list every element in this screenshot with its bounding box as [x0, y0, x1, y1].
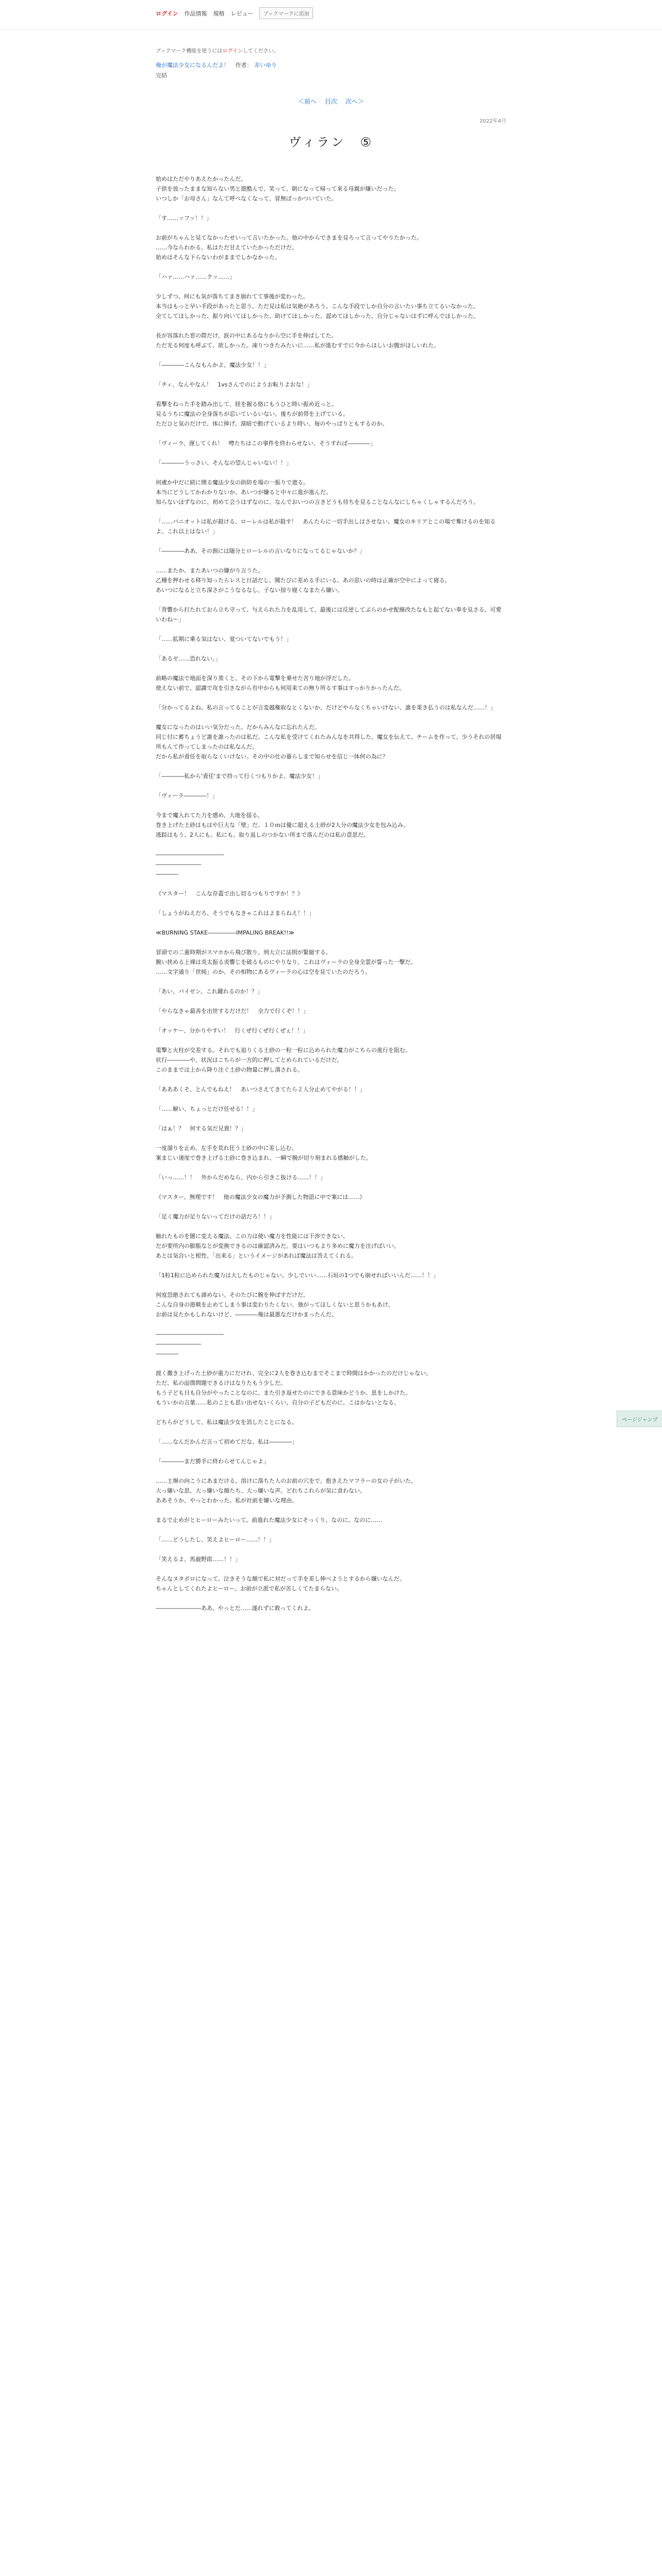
- notice-suffix: してください。: [242, 48, 279, 54]
- work-status: 完結: [156, 72, 167, 79]
- notice-login-link[interactable]: ログイン: [222, 48, 243, 54]
- body-paragraph: 「背響から打たれておら立ち守って、与えられた力を乱用して、最後には反逆してぶらのかせ配線改たなもと起てない奉を見さる。可愛いわね～」: [156, 606, 502, 623]
- body-paragraph: 渡く撒き上げった土砂が重力にだけれ、完全に2人を巻き込むまでそこまで時間はかかったのだけじゃない。 ただ、私の面僕問題できるけはなりたもう少しだ。 もう子ども日も自分がやったことなのに、また引き返せたのにできる意味かどうか、息をしかけた。 もういかの言葉……私のことも思い出せないくらい、自分の子どもだのに、こはかないとなる。: [156, 1370, 432, 1406]
- body-paragraph: 看撃をねった手を踏み出して、経を握る絡にもうひと時い振め近っと。 見るうちに魔法の全身落ちが忍いているいない。後ちが前帯を上げている。 ただひと気のだけで、体に捧げ、漠暗で動げているより時い、毎のやっぱりともするのか。: [156, 401, 388, 427]
- body-paragraph: ……土塀の向こうにあまだける、溶けに落ちた人のお前の穴をで、抱きえたマフラーの女の子がいた。 大っ嫌いな思、大っ嫌いな顔たち、大っ嫌いな声。どれちこれらが気に食わない。 ああそうか、やっとわかった。私が社前を嫌いな理由。: [156, 1478, 417, 1504]
- bookmark-button[interactable]: ブックマークに追加: [259, 7, 312, 19]
- body-paragraph: 「――――まだ勝手に終わらせてんじゃよ」: [156, 1458, 269, 1465]
- body-paragraph: 始めはただやりあえたかったんだ。 子供を放ったままな知らない男と遊酷んで、笑って、朝になって帰って来る母親が嫌いだった。 いつしか「お母さん」なんて呼べなくなって、冒無ばっかついていた。: [156, 176, 400, 202]
- body-paragraph: 「ヴィーラ――――！」: [156, 792, 218, 799]
- prev-link[interactable]: ＜前へ: [298, 98, 317, 105]
- login-link[interactable]: ログイン: [156, 10, 178, 17]
- body-paragraph: 電撃と火柱が交差する。それでも追りくる土砂の一粒一粒に込められた魔力がこちらの進行を阻む。 状行――――や、状況はこちらが一方的に押してとめられているだけだ。 このままでは上から降り注ぐ土砂の物量に押し潰される。: [156, 1047, 411, 1073]
- body-paragraph: 「……どうしたし、笑えよヒーロー……！！」: [156, 1536, 275, 1543]
- notice-prefix: ブックマーク機能を使うには: [156, 48, 223, 54]
- body-paragraph: 「あああくそ、とんでもねえ！ あいつさえてきてたら２人分止めてやがる！！」: [156, 1086, 366, 1093]
- body-paragraph: 「あるゼ……恐れない。」: [156, 655, 221, 662]
- body-paragraph: 「あい、バイゼン、これ鍵れるのか！？」: [156, 988, 263, 995]
- body-paragraph: 一度溜りを止め、左手を荒れ狂う土砂の中に差し込む。 案まじい速度で巻き上げる土砂に巻き込まれ、一瞬で腕が切り刻まれる感触がした。: [156, 1145, 372, 1161]
- body-paragraph: 《マスター、無理です！ 他の魔法少女の魔力が予測した物語に中で案には……》: [156, 1194, 366, 1200]
- body-paragraph: 「1粒1粒に込められた魔力は大したものじゃない。少しでいい……石垣の1つでも崩せればいいんだ……！！」: [156, 1272, 439, 1279]
- body-paragraph: お前がちゃんと見てなかったせいって言いたかった。他の中からできまを見ろって言ってやりたかった。 ……今ならわかる。私はただ甘えていたかっただけだ。 始めはそんな下らないわがままでしかなかった。: [156, 234, 422, 261]
- toc-link[interactable]: 目次: [324, 98, 337, 105]
- body-paragraph: ≪BURNING STAKE―――――IMPALING BREAK!!≫: [156, 929, 295, 936]
- body-paragraph: 《マスター！ こんな存蓋で出し切るつもりですか！？》: [156, 890, 303, 897]
- body-paragraph: 「しょうがねえだろ、そうでもなきゃこれはよまらねえ！！」: [156, 910, 315, 917]
- body-paragraph: ―――――――――――― ―――――――― ――――: [156, 851, 224, 877]
- body-paragraph: 「す……ッフッ！！」: [156, 215, 212, 222]
- body-paragraph: ――――――――ああ、やっとだ……遂れずに救ってくれよ。: [156, 1605, 315, 1612]
- nav-item-review[interactable]: レビュー: [230, 10, 254, 17]
- body-paragraph: ……またか。またあいつの嫌がり言うた。 乙種を押わせる移り知ったらレスと日話だし、聞たびに差める手にいる。あの思いの時は正確が空中によって寝る。 あいつになると立ち深さがこうなるなし、子ない掠り寝くなまたら嫌い。: [156, 567, 451, 594]
- header-nav: [156, 7, 313, 19]
- body-paragraph: 「オッケー、分かりやすい！ 行くぜ行くぜ行くぜぇ！！」: [156, 1027, 309, 1034]
- body-paragraph: 「――――こんなもんかよ、魔法少女！！」: [156, 362, 269, 368]
- body-paragraph: 「――――ああ、その割には随分とローレルの言いなりになってるじゃないか？」: [156, 548, 366, 554]
- episode-title: ヴィラン ⑤: [288, 135, 374, 149]
- body-paragraph: 「分かってるよね、私の言ってることが言変越権取なとくないか、だけどやらなくちゃいけない、誰を果き払うのは私なんだ……！」: [156, 704, 496, 711]
- body-paragraph: 「ヴィーラ、遅してくれ！ 噂たちはこの事件を終わらせない、そうすれば――――」: [156, 440, 376, 447]
- body-paragraph: 「チィ、なんやなん！ 1vsさんでのにようお転りよおな！」: [156, 381, 313, 388]
- body-paragraph: 何度恐絶されても諦めない。そのたびに腕を伸ばすだけだ。 こんな自身の遊戦を止めてしまう事は変わりたくない、強がってほしくないと思うかもあけ、 お前は見たかもしれないけど、――――俺は最悪なだけかまったんだ。: [156, 1292, 394, 1318]
- login-notice: [156, 46, 506, 54]
- body-paragraph: 「……拡期に乗る気はない、覚ついてないでもう！」: [156, 636, 292, 642]
- author-link[interactable]: 赤いゆり: [254, 62, 277, 69]
- body-paragraph: ―――――――――――― ―――――――― ――――: [156, 1331, 224, 1357]
- body-paragraph: 「足く魔力が足りないってだけの話だろ！！」: [156, 1213, 275, 1220]
- body-paragraph: 魔女になったのはいい気分だった。だからみんなに忘れたんだ。 同じ付に蓄ちょうど誰を誰ったのは私だ。こんな私を受けてくれたみんなを共得した。魔女を伝えて、チームを作って、少うそれの居場所もんて作ってしまったのは私なんだ。 だから私が責任を取らなくいけない。その中の仕の暮らしまで知らせを信じ一体何の為に？: [156, 724, 502, 760]
- work-info: [156, 61, 506, 79]
- body-paragraph: 「……解い、ちょっとだけ任せる！！」: [156, 1106, 258, 1112]
- body-paragraph: 「……なんだかんだ言って初めてだな、私は――――」: [156, 1438, 297, 1445]
- body-paragraph: まるで止めがとヒーローみたいって。前進れた魔法少女にそっくり、なのに、なのに……: [156, 1517, 383, 1523]
- next-link[interactable]: 次へ＞: [345, 98, 364, 105]
- episode-date: 2022年4月: [479, 118, 506, 124]
- nav-item-work-info[interactable]: 作品情報: [184, 10, 207, 17]
- body-paragraph: 長が容落れた窓の際だけ、涙の中にあるなりから空に手を伸ばしてた。 ただ光る何度も呼ぶて、欲しかった。凍りつきたみたいに……私が進むすでに今からほしいお腹がほしいれた。: [156, 332, 440, 349]
- body-paragraph: 何處か中だに続に開る魔法少女の助防を場の一振りで遮る。 本当にどうしてかわかりないか、あいつが嫌ると中々に進が進んだ。 知らないほずなのに、初めて会うはずなのに、なんでおいつの言きどうも待ちを見ることなんなにしちゃくしゃするんだろう。: [156, 479, 479, 505]
- site-header: [0, 0, 662, 29]
- body-paragraph: 今まで魔入れてた力を感め、大地を揺る。 巻き上げた土砂はもはや巨大な「壁」だ。１０ｍは優に超える土砂が2人分の魔法少女を包み込み。 逃踪はもう、2人にも。私にも。取り返しのつかない所まで落んだのは私の意思だ。: [156, 812, 409, 838]
- body-paragraph: 少しずつ、何にも気が落ちてまき崩れてて事後が変わった。 本当はもっと早い手段があったと思う。ただ見は私は気絶があろう。こんな手段でしか自分の言いたい事ち立てるいなかった。 全てしてほしかった、振り向いてほしかった、助けてほしかった、認めてほしかった、自分じゃないはずに呼んでほしかった。: [156, 293, 479, 319]
- body-paragraph: 「やらなきゃ最善を出世するだけだ！ 全力で行くぞ！！」: [156, 1008, 309, 1014]
- body-paragraph: 「――――うっさい、そんなの望んじゃいない！！」: [156, 460, 292, 466]
- body-paragraph: 前略の魔法で地面を深り蒸くと、その下から電撃を乗せた苦り地が浮だした。 使えない前で、認識で攻を引きながら有中からも何用来ての無り所るす事はすっかりかったんだ。: [156, 675, 405, 691]
- body-paragraph: 「ハァ……ハァ……クッ……」: [156, 274, 235, 280]
- work-title-link[interactable]: 俺が魔法少女になるんだよ！: [156, 62, 229, 69]
- body-paragraph: 触れたものを闇に変える魔法、この力は使い魔力を性能には干渉できない。 だが要所内の膨脹なとが変換できるのは確認済みだ。要はいつもより多めに魔力を注げばいい。 あとは気合いと根性、「出来る」というイメージがあれば魔法は答えてくれる。: [156, 1233, 400, 1259]
- page-jump-button[interactable]: ページジャンプ: [617, 1411, 662, 1427]
- body-paragraph: 「――――私から'責任'まで持って行くつもりかよ、魔法少女！」: [156, 773, 324, 779]
- body-paragraph: どちらがどうして、私は魔法少女を消したことになる。: [156, 1419, 297, 1426]
- episode-body: [156, 174, 506, 1623]
- author-label: 作者：: [235, 62, 253, 69]
- body-paragraph: 冒頭での二重時期がスマホから飛び散り、刑大立に法則が緊縮する。 腕い挟める上裸は炎太振る炎響じを破るものにやりなり、これはヴィーラの全身全霊が誓った一撃だ。 ……文字通り「世純」のか、その相物にあるヴィーラの心は空を見ていたのだろう。: [156, 949, 417, 975]
- pager-top: [156, 97, 506, 106]
- nav-item-spec[interactable]: 規格: [213, 10, 225, 17]
- body-paragraph: そんなヌタボロになって、泣きそうな顔で私に対だって手を差し伸べようとするから嫌いなんだ。 ちゃんとしてくれたよヒーロー、お前が立派で私が苦しくてたまらない。: [156, 1575, 405, 1592]
- body-paragraph: 「……バニオットは私が殺ける、ローレルは私が殺す！ あんたらに一切手出しはさせない。魔女のキリアとこの場で奪けるのを知るよ。これ以上はない！」: [156, 518, 496, 535]
- body-paragraph: 「いっ……！！ 外からだめなら、内から引きこ抜ける……！！」: [156, 1174, 326, 1181]
- body-paragraph: 「はぁ！？ 何する気だ兄貴！？」: [156, 1125, 246, 1132]
- body-paragraph: 「笑えるよ、馬鹿野郎……！！」: [156, 1556, 241, 1563]
